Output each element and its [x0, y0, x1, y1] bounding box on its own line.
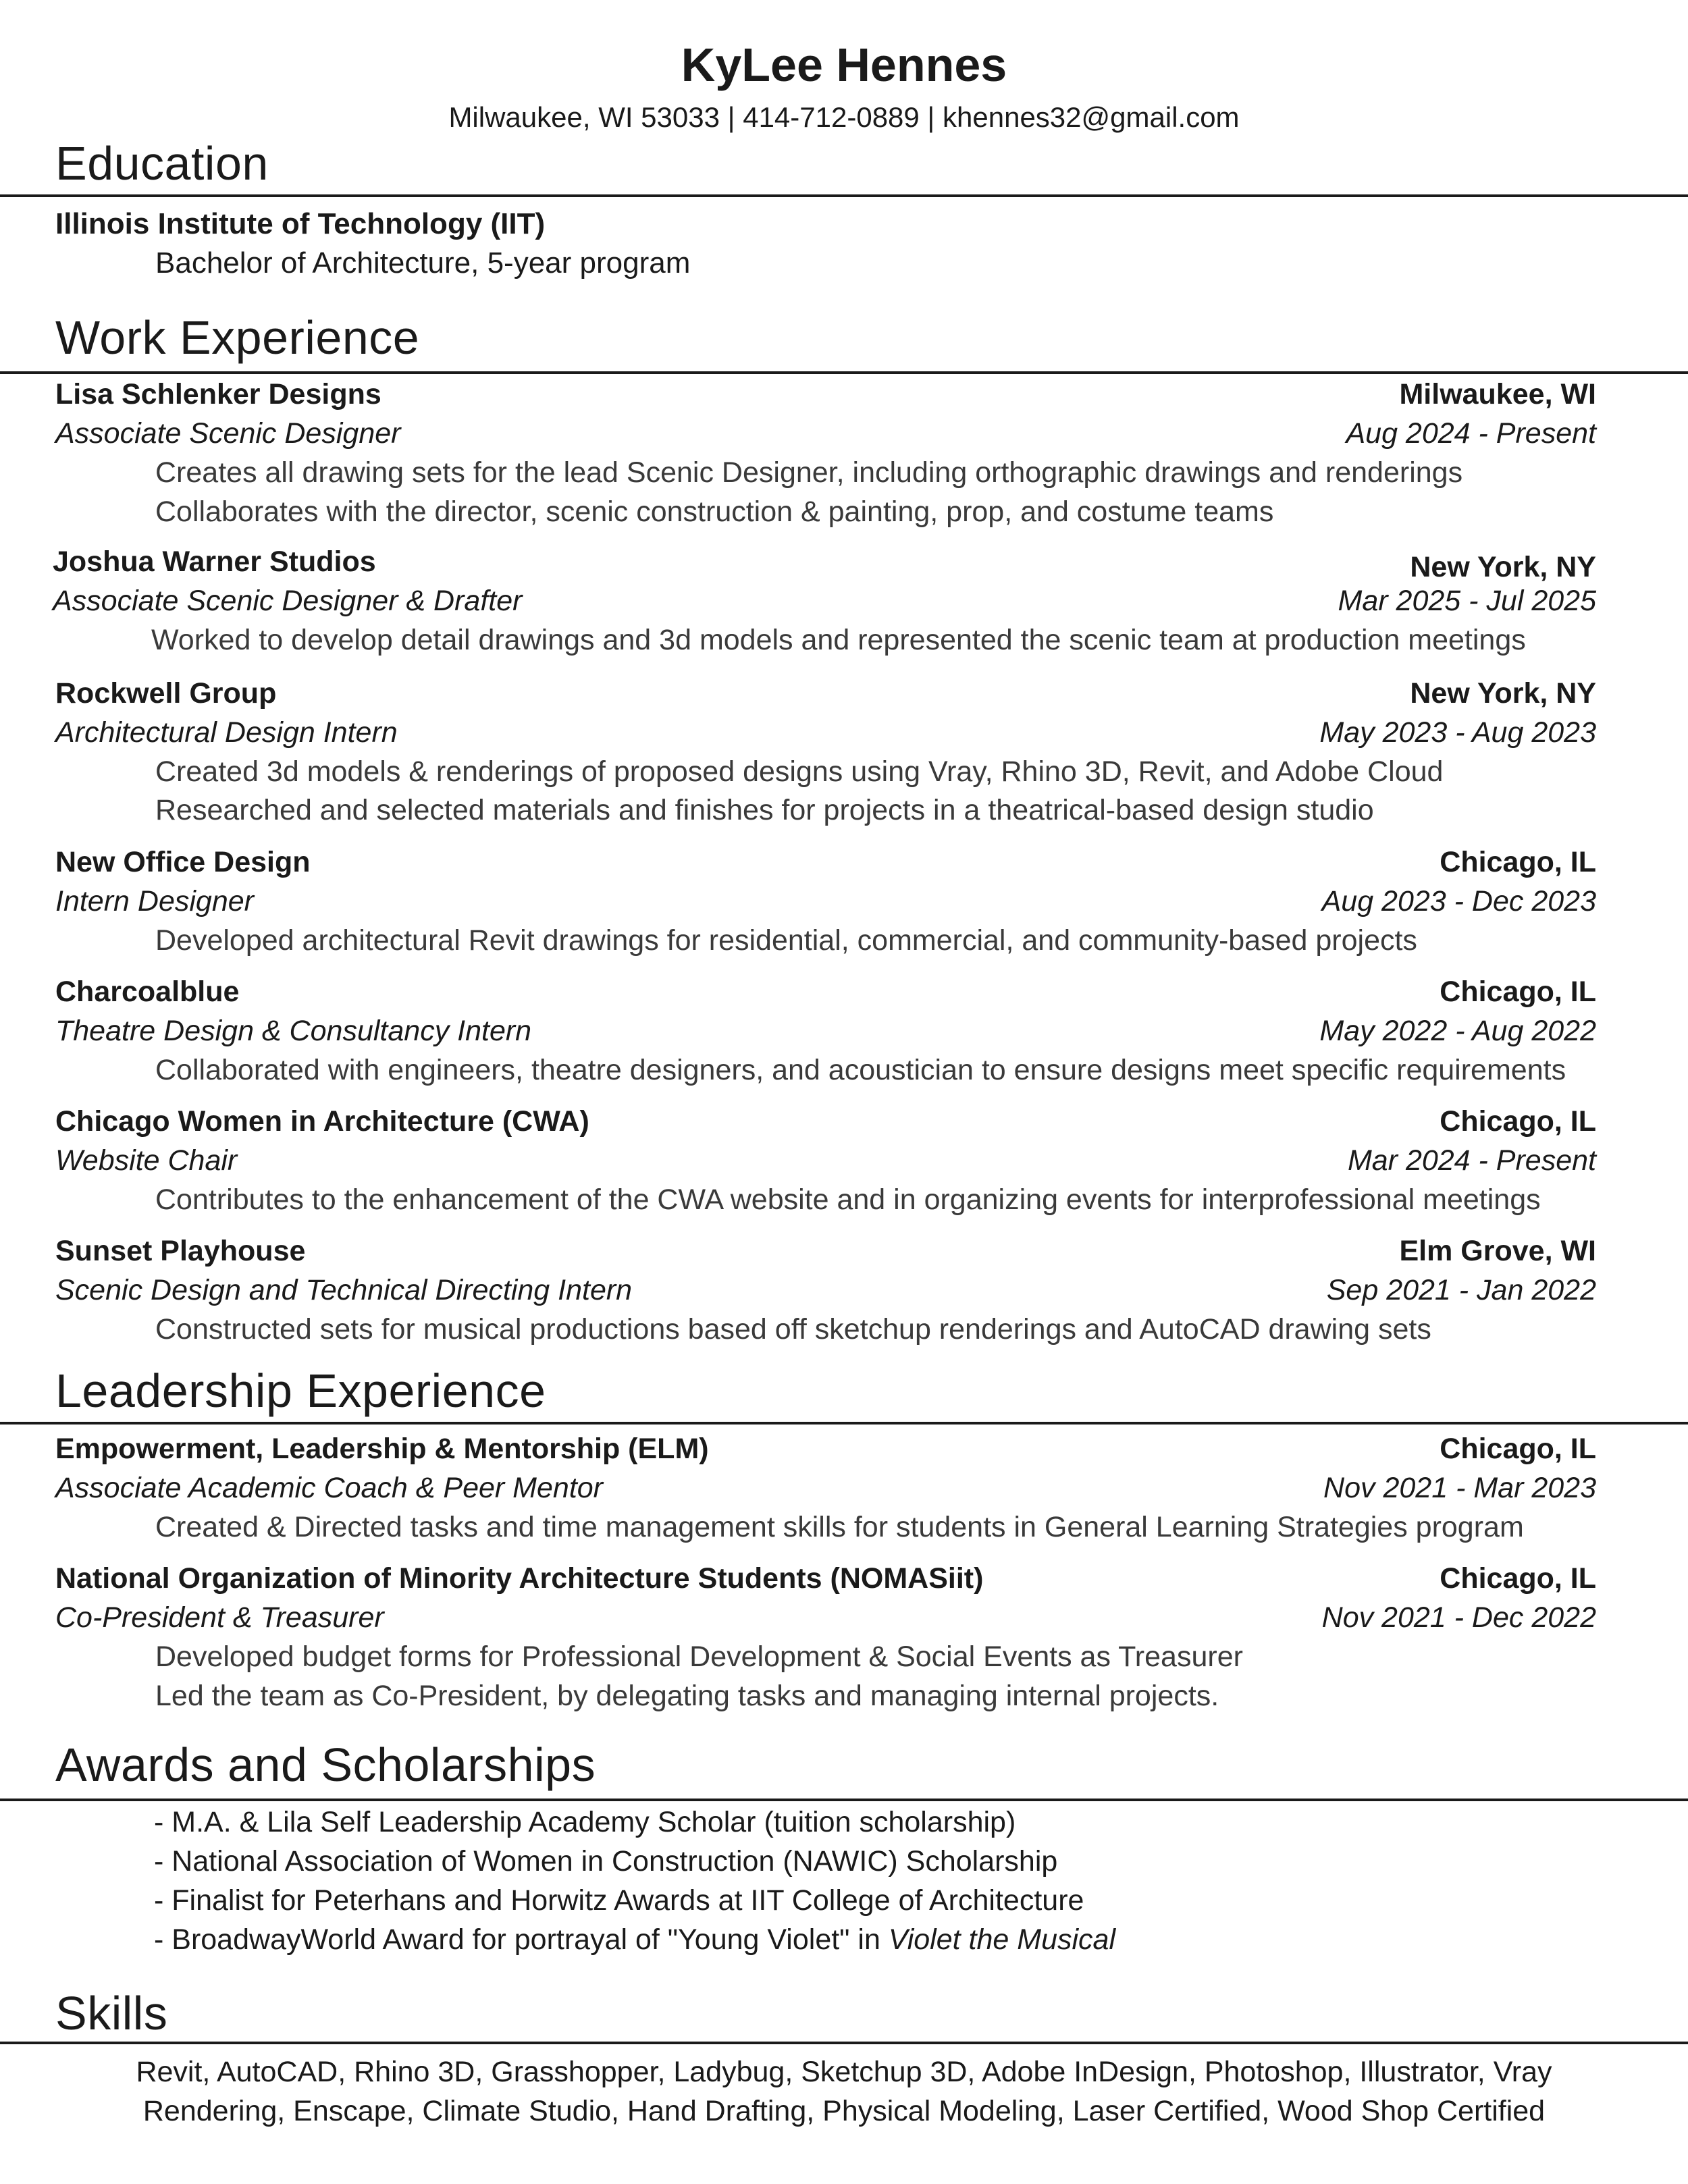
role-title: Associate Scenic Designer	[55, 417, 401, 450]
org-location: Chicago, IL	[1440, 976, 1596, 1008]
org-location: Milwaukee, WI	[1399, 378, 1596, 410]
org-name: Joshua Warner Studios	[53, 545, 376, 578]
role-title: Associate Academic Coach & Peer Mentor	[55, 1472, 603, 1504]
bullet-text: Collaborates with the director, scenic construction & painting, prop, and costume teams	[155, 496, 1274, 528]
work-heading: Work Experience	[55, 311, 420, 364]
date-range: May 2023 - Aug 2023	[1319, 716, 1596, 749]
org-name: Charcoalblue	[55, 976, 240, 1008]
awards-heading: Awards and Scholarships	[55, 1738, 596, 1791]
org-location: Chicago, IL	[1440, 1433, 1596, 1465]
date-range: Nov 2021 - Mar 2023	[1323, 1472, 1596, 1504]
org-location: Chicago, IL	[1440, 846, 1596, 878]
org-name: Chicago Women in Architecture (CWA)	[55, 1105, 589, 1138]
org-name: Empowerment, Leadership & Mentorship (ELM)	[55, 1433, 709, 1465]
bullet-text: Led the team as Co-President, by delegating tasks and managing internal projects.	[155, 1680, 1219, 1712]
education-heading: Education	[55, 137, 269, 190]
award-item: - Finalist for Peterhans and Horwitz Awards at IIT College of Architecture	[154, 1884, 1084, 1917]
org-name: Sunset Playhouse	[55, 1235, 306, 1267]
award-musical-title: Violet the Musical	[888, 1923, 1116, 1956]
resume-header	[0, 32, 1688, 138]
bullet-text: Developed architectural Revit drawings for residential, commercial, and community-based projects	[155, 924, 1417, 957]
org-location: Chicago, IL	[1440, 1105, 1596, 1138]
contact-info: Milwaukee, WI 53033 | 414-712-0889 | khennes32@gmail.com	[448, 101, 1240, 133]
bullet-text: Researched and selected materials and finishes for projects in a theatrical-based design studio	[155, 794, 1374, 826]
section-divider	[0, 2042, 1688, 2044]
role-title: Architectural Design Intern	[55, 716, 398, 749]
candidate-name: KyLee Hennes	[681, 38, 1007, 91]
date-range: Aug 2023 - Dec 2023	[1321, 885, 1596, 917]
award-item: - M.A. & Lila Self Leadership Academy Scholar (tuition scholarship)	[154, 1806, 1016, 1838]
date-range: Sep 2021 - Jan 2022	[1326, 1274, 1596, 1306]
leadership-heading: Leadership Experience	[55, 1364, 546, 1417]
award-text: - BroadwayWorld Award for portrayal of "Young Violet" in	[154, 1923, 889, 1956]
date-range: Nov 2021 - Dec 2022	[1321, 1601, 1596, 1634]
skills-line: Revit, AutoCAD, Rhino 3D, Grasshopper, Ladybug, Sketchup 3D, Adobe InDesign, Photoshop, Illustrator, Vray	[136, 2056, 1552, 2088]
date-range: May 2022 - Aug 2022	[1319, 1015, 1596, 1047]
bullet-text: Constructed sets for musical productions based off sketchup renderings and AutoCAD drawing sets	[155, 1313, 1431, 1346]
role-title: Intern Designer	[55, 885, 254, 917]
role-title: Theatre Design & Consultancy Intern	[55, 1015, 532, 1047]
role-title: Associate Scenic Designer & Drafter	[53, 585, 523, 617]
bullet-text: Collaborated with engineers, theatre designers, and acoustician to ensure designs meet specific requirements	[155, 1054, 1566, 1086]
school-name: Illinois Institute of Technology (IIT)	[55, 207, 546, 240]
role-title: Website Chair	[55, 1144, 238, 1177]
bullet-text: Developed budget forms for Professional Development & Social Events as Treasurer	[155, 1641, 1243, 1673]
skills-line: Rendering, Enscape, Climate Studio, Hand Drafting, Physical Modeling, Laser Certified, Wood Shop Certified	[142, 2095, 1546, 2127]
date-range: Aug 2024 - Present	[1346, 417, 1596, 450]
bullet-text: Created & Directed tasks and time management skills for students in General Learning Strategies program	[155, 1511, 1524, 1543]
award-item: - National Association of Women in Construction (NAWIC) Scholarship	[154, 1845, 1058, 1877]
skills-heading: Skills	[55, 1987, 168, 2040]
org-name: Rockwell Group	[55, 677, 277, 710]
section-divider	[0, 1799, 1688, 1801]
org-location: New York, NY	[1410, 677, 1596, 710]
org-name: National Organization of Minority Architecture Students (NOMASiit)	[55, 1562, 984, 1595]
bullet-text: Created 3d models & renderings of proposed designs using Vray, Rhino 3D, Revit, and Adobe Cloud	[155, 755, 1444, 788]
bullet-text: Creates all drawing sets for the lead Scenic Designer, including orthographic drawings and renderings	[155, 456, 1463, 489]
date-range: Mar 2024 - Present	[1347, 1144, 1596, 1177]
role-title: Scenic Design and Technical Directing Intern	[55, 1274, 633, 1306]
bullet-text: Worked to develop detail drawings and 3d models and represented the scenic team at production meetings	[151, 624, 1526, 656]
org-location: Elm Grove, WI	[1399, 1235, 1596, 1267]
org-location: Chicago, IL	[1440, 1562, 1596, 1595]
award-item	[154, 1920, 1115, 1959]
section-divider	[0, 371, 1688, 374]
bullet-text: Contributes to the enhancement of the CWA website and in organizing events for interprofessional meetings	[155, 1183, 1541, 1216]
role-title: Co-President & Treasurer	[55, 1601, 384, 1634]
date-range: Mar 2025 - Jul 2025	[1338, 585, 1596, 617]
section-divider	[0, 194, 1688, 197]
org-name: New Office Design	[55, 846, 311, 878]
section-divider	[0, 1422, 1688, 1424]
degree: Bachelor of Architecture, 5-year program	[155, 246, 691, 279]
org-location: New York, NY	[1410, 551, 1596, 583]
org-name: Lisa Schlenker Designs	[55, 378, 381, 410]
